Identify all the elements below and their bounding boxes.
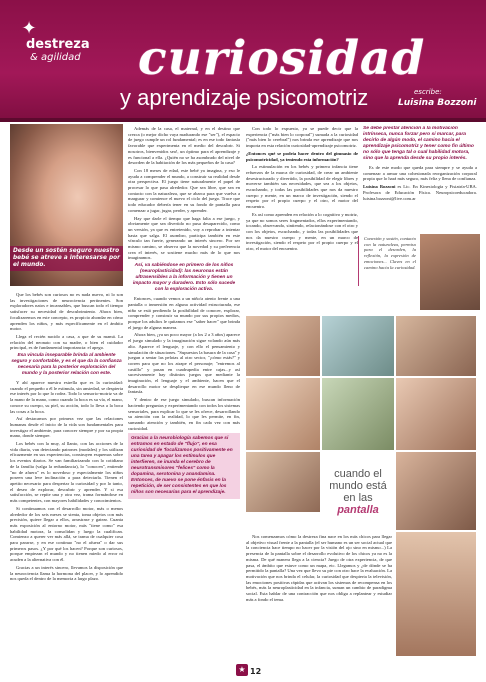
- pull-quote: Se debe prestar atención a la motivación intrínseca, nunca forzar pero sí marcar, para decirlo de algún modo, el camino hacia el aprendizaje psicomotriz y tener como fin último no sólo que tenga tal o cual habilidad motora, sino que la aprenda desde su propio interés.: [363, 126, 474, 161]
- sidebar-box: Conexión y sostén, contacto con la naturaleza, permiso para el desorden, la reflexión, la expresión de emociones... Claves en el camino hacia la curiosidad.: [364, 236, 416, 270]
- paragraph: Ahora bien, ¡ya un poco mayor (a los 2 a 3 años) aparece el juego simulado y la imaginación sigue volando aún más alto. Aparece el lenguaje, y con ello el pensamiento y simulación de situaciones. "Supuestos la basura de la casa" y juegan a sentar las pelotas al otro sector, "¡cómo estás?" y corren para que no los atrape el personaje; "entremos al castillo" y pasan en cuadrupedia entre cajas...y así sucesivamente hay distintos juegos que mediante la imaginación, el lenguaje y el ambiente, hacen que el desarrollo motor se desplieque en ese mundo lleno de fantasía.: [128, 332, 240, 395]
- paragraph: Entonces, cuando vemos a un niño/a atento frente a una pantalla o inmersión en alguna actividad estructurada, ese niño se está perdiendo la posibilidad de conocer, explorar, comprender y construir su mundo por sus propios medios, porque los adultos le quitamos ese "saber hacer" que brinda el juego de alguna manera.: [128, 296, 240, 330]
- child-photo: [322, 316, 394, 376]
- paragraph: La estimulación en los bebés y primera infancia tiene refuerzos de la marca de curiosidad, de crear un ambiente desestructurado y divertido, la posibilidad de elegir libres y moverse también sus necesidades, que sea a los objetos, escuchando, y todas las posibilidades que nos da nuestro cuerpo y mente, en un marco de investigación, siendo el respeto por el propio cuerpo y el otro, el motor del encuentro.: [246, 164, 358, 210]
- column-1: [10, 292, 123, 660]
- article-subtitle: y aprendizaje psicomotriz: [120, 85, 369, 110]
- paragraph: Hay que darle el tiempo que haga falta a ese juego, y obviamente que sea divertido no pusa desaparecido, como un versión, ya que es entretenido, voy a reprobar a intentar hasta que salga. El asombro, participa también en este vínculo tan fuerte, generando un interés sincero. Por ser mismo camino, se observa que la novedad y su preferencia crea el interés, se sostiene mucho más de lo que nos imaginamos.: [128, 215, 240, 261]
- author-bio: [363, 184, 477, 201]
- highlight-box: Gracias a la neurobiología sabemos que si entramos en estado de "flujo", en esa curiosidad de 'focalizamos positivamente en una tarea y apagar los estímulos que interfieren, se inunda el cerebro de neurotransmisores "felices" como la dopamina, serotonina y anandamina. Entonces, de nuevo se pone énfasis en la repetición, de ser consistentes en que los niños son necesarias para el aprendizaje.: [128, 433, 240, 499]
- child-photo: [246, 378, 320, 450]
- paragraph: Con 18 meses de edad, este bebé ya imagina, y eso le ayuda a comprender el mundo, a construir su realidad desde otra perspectiva. El juego tiene naturalmente el papel de procesar lo que pasa alrededor. Que sea libre, que sea en contacto con la naturaleza, que se abarca para que vuelva a margurar y comience el nuevo el ciclo del juego. Trace que todo educador debería tener en su fondo de pantalla para comenzar a jugar, jugar, perder, y aprender.: [128, 167, 240, 213]
- paragraph: Si continuamos con el desarrollo motor, más o menos alrededor de los seis meses se sienta, toma objetos con más precisión, quiere llegar a ellos, arrastrase y gatear. Cuanta más exposición al entorno motor, más "tiene como" esa habilidad motora, la consolidan y luego la cualifican. Comienzo a querer ver más allá, se trama de cualquier cosa para pararse, y en ese continuo "no el afuera" o dar sus primeros pasos. ¿Y por qué los hacen? Porque son curiosos, porque empiezan el mundo y no tienen miedo al error ni acuden a la alternativa con él.: [10, 505, 123, 563]
- pull-highlight: pantalla: [337, 504, 379, 516]
- child-photo: [396, 378, 476, 450]
- child-photo: [396, 532, 476, 656]
- pull-quote: Así, va sabiéndose en primero de los niños (neuroplasticidad): las neuronas están ultrasensibles a la información y tienen un impacto mayor y duradero. Esto sólo sucede con la exploración activa.: [132, 263, 236, 293]
- paragraph: Con todo lo expuesto, ya se puede decir que la experiencia ("más bien lo corporal") sumada a la curiosidad ("más bien lo cerebral") nos brinda ese aprendizaje que nos importa en esta relación curiosidad-aprendizaje psicomotriz.: [246, 126, 358, 149]
- runner-figure-icon: ✦: [21, 18, 37, 39]
- paragraph: Los bebés con la muy, al llanto, con las acciones de la vida diaria, van detectando patrones (modales) y los utilizan eficazmente en sus experiencias, construyen esquemas sobre los eventos diarios. Se van familiarizando con lo cotidiano de la familia (valga la redundancia), lo "conocen", entiende "no de afuera" es lo novedoso y especialmente los niños poseen una leve inclinación a para detectarla. Tienen el apetito necesario para despertar la curiosidad y por lo tanto, el deseo de explorar, descubrir y aprender. Y si esa satisfacción, se repite una y otra vez, trama formándose en más competentes, con mayores habilidades y conocimientos.: [10, 441, 123, 504]
- paragraph: Así destacamos por primera vez que las relaciones humanas desde el inicio de la vida son fundamentales para investigar el ambiente, para conocer siempre y por su propia mano, donde siempre.: [10, 416, 123, 439]
- paragraph: Y ahí aparece nuestra estrella que es la curiosidad: cuando el pequeño a él le estimula, sin ansiedad, se despierta ese interés por lo que lo rodea. Todo lo sensorio-motriz va de la mano de la mano, como cuando la boca es su vía, el mano, conoce su cuerpo, su piel, su acción, todo lo lleva a la boca las cosas a la boca.: [10, 380, 123, 414]
- byline-label: escribe:: [414, 88, 442, 96]
- photo-caption: Desde un sostén seguro nuestro bebé se atreve a interesarse por el mundo.: [10, 246, 123, 271]
- pull-line: en las: [343, 492, 373, 504]
- author-bio-name: Luisina Bozzoni: [363, 184, 396, 190]
- pull-line: cuando el: [334, 468, 382, 480]
- paragraph: Es así como aprenden en relación a lo cognitivo y motriz, ya que no somos seres fragmentados, ellos experimentando, tocando, observando, sintiendo, relacionándose con el otro y con los objetos, escuchando, y todas las posibilidades que nos da nuestro cuerpo y mente, en un marco de investigación, siendo el respeto por el propio cuerpo y el otro, el motor del encuentro.: [246, 211, 358, 252]
- child-photo: [322, 378, 394, 450]
- pull-line: mundo está: [329, 480, 387, 492]
- section-title: destreza: [26, 37, 90, 52]
- article-title: curiosidad: [138, 31, 426, 86]
- paragraph: Y dentro de ese juego simulado, buscan información haciendo preguntas y experimentando con todos los sistemas sensoriales, para explicar lo que se les ofrece, desarrollando su atención con la realidad, lo que les permite, en fin, sumando atención y también, en fin cada vez con más curiosidad.: [128, 397, 240, 431]
- pull-text: [322, 468, 394, 530]
- child-photo: [246, 316, 320, 376]
- sidebar-rule: [358, 236, 359, 286]
- author-bio-text: es Lic. En Kinesiología y Fisiatría-UBA. Profesora de Educación Física. Neuropsicoeducadora. luisina.bozzoni@live.com.ar: [363, 184, 477, 201]
- magazine-logo-icon: ★: [236, 664, 248, 676]
- pull-quote: Esa vincula inseparable brinda al ambiente seguro y confortable, y es el que da la confianza necesaria para la posterior exploración del mundo y la posterior relación con este.: [11, 353, 122, 377]
- paragraph: Es de este modo que queda para siempre y se ayuda a comenzar a armar una cohesionada reorganización corporal propia que lo hará más seguro, más feliz y llena de confianza.: [363, 165, 477, 182]
- section-heading: ¿Entonces qué se podría hacer dentro del gimnasio de psicomotricidad, ya teniendo esta información?: [246, 150, 358, 162]
- paragraph: Llega el recién nacido a casa, a que de su mamá. La relación del neonato con su madre, o bien el cuidador principal, es de fundamental importancia: el apego.: [10, 333, 123, 351]
- paragraph: Gracias a un interés sincero, llevamos la disposición que la neurociencia llama la hormona del placer, y lo aprendido nos queda el dentro de la memoria a largo plazo.: [10, 564, 123, 582]
- paragraph: Que los bebés son curiosos no es nada nuevo, ni lo son las investigaciones de neurociencia pertinentes. Son exploradores natos e incansables, que buscan todo el tiempo satisfacer su necesidad de descubrimiento. Ahora bien, focalizaremos en este concepto, es propicio ahondar en cómo aprenden los niños, y más específicamente en el ámbito motor.: [10, 292, 123, 332]
- column-3: [246, 126, 358, 312]
- child-photo: [420, 234, 480, 310]
- paragraph: Además de la casa, el maternal, y en el destino que crezca (o mejor dicho vaya madurando ese "ser"), el espacio de juego cumple un rol fundamental; es en ese todo fantasía favorable que experimenta en el medio del descubrir. Si nosotros, bienvenidos sea!, un óptimo para el aprendizaje y es funcional a ella. ¿Quién no se ha asombrado del nivel de desorden de la habitación de los más pequeños de la casa?: [128, 126, 240, 166]
- child-photo: [396, 316, 476, 376]
- section-subtitle: & agilidad: [30, 52, 81, 63]
- column-2: [128, 126, 240, 656]
- paragraph: Nos comenzamos cómo la destreza fina nace en los más chicos para llegar al objetivo visual frente a la pantalla (el ser humano es un ser social actual que la conciencia hace tiempo no hacer por la visión del ojo sino en mismo...) La presencia de la pantalla sobre el desarrollo evolutivo de los chicos ya no es la misma. De qué manera llega a la ciencia? Juego de otra experiencia, de que pasa, el ámbito que estuve como un mapa, etc. Llegamos y ¿de dónde se ha permitido la pantalla? Una vez que llevo su pie con otro hace la evaluación. La motivación que nos brinda el celular, la curiosidad que despierta la televisión, las emociones positivas rápidas que activan los sistemas de recompensa en los bebés, más la neuroplasticidad en la infancia, suman un cambio de paradigma social. Esta hablar de una contracción que nos obliga a replantear y estudiar más a fondo el tema.: [246, 534, 392, 602]
- child-photo: [246, 452, 320, 512]
- header-divider: [0, 118, 486, 122]
- bottom-text: [246, 534, 392, 658]
- child-photo: [396, 452, 476, 530]
- byline-name: Luisina Bozzoni: [398, 98, 477, 108]
- page-number: 12: [250, 667, 262, 676]
